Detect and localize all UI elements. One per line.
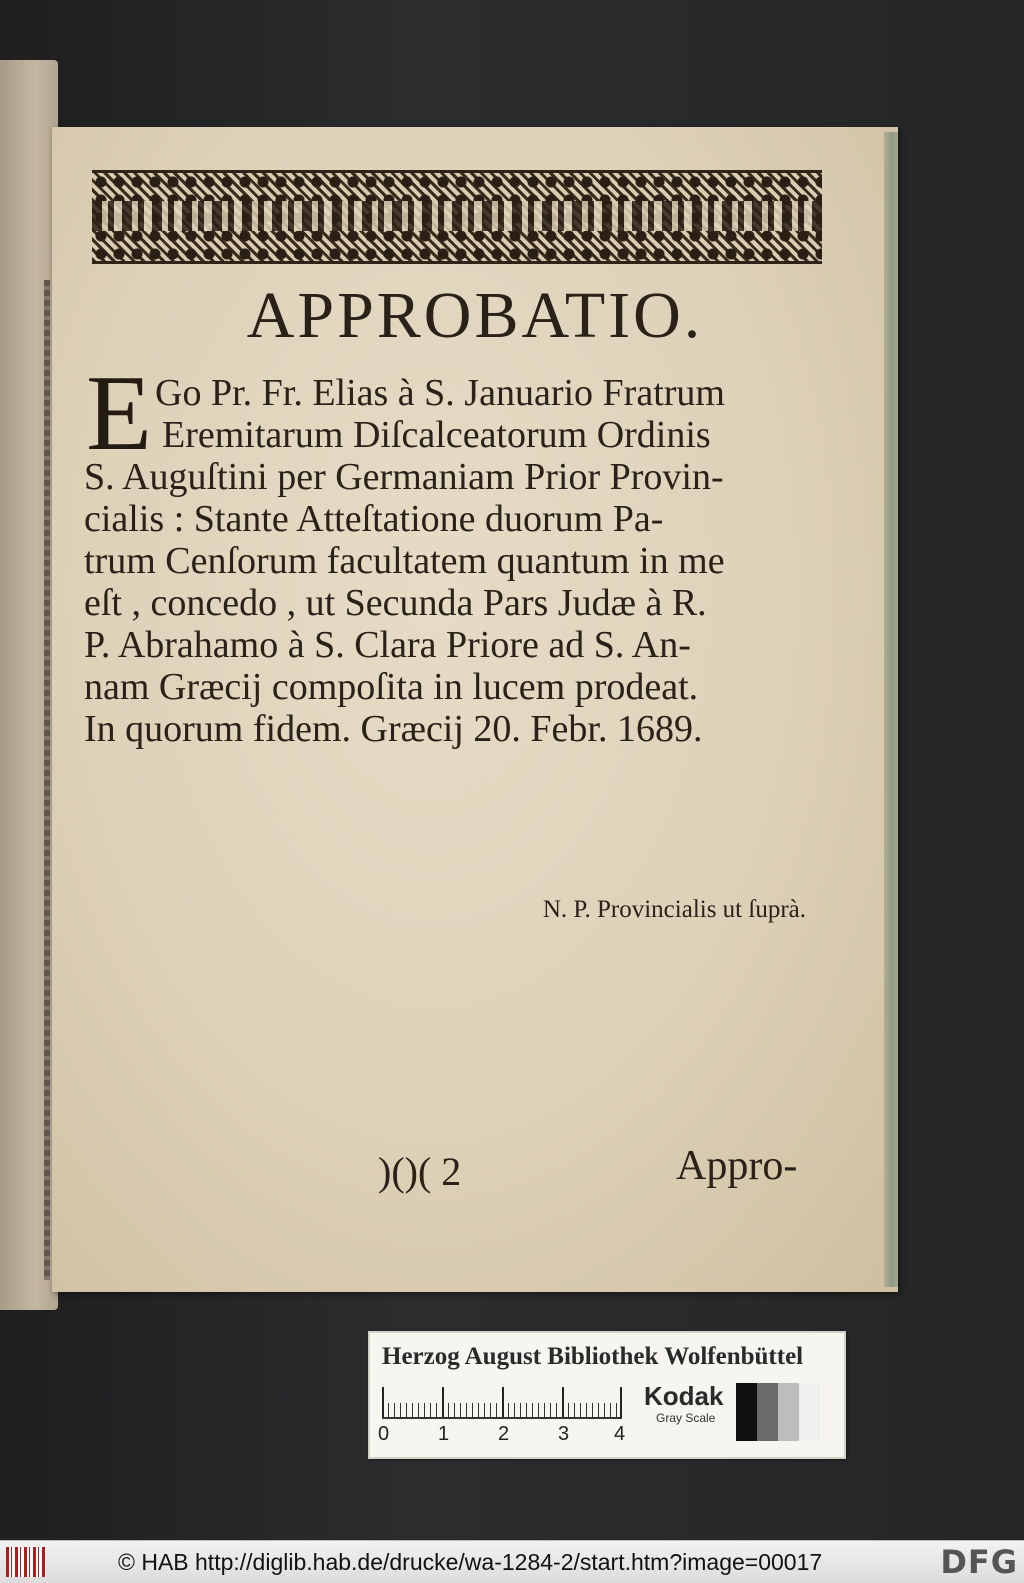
body-line: S. Auguſtini per Germaniam Prior Provin- — [84, 456, 724, 498]
gray-swatch — [778, 1383, 799, 1441]
gray-swatch — [799, 1383, 820, 1441]
gray-scale-label: Gray Scale — [656, 1411, 716, 1425]
library-name: Herzog August Bibliothek Wolfenbüttel — [382, 1343, 804, 1370]
ruler-number: 2 — [498, 1423, 510, 1445]
sheet-signature: )()( 2 — [378, 1149, 462, 1194]
hab-barcode-icon — [6, 1547, 46, 1577]
body-line: eſt , concedo , ut Secunda Pars Judæ à R. — [84, 582, 707, 624]
ruler-number: 3 — [558, 1423, 570, 1445]
signature-line: N. P. Provincialis ut ſuprà. — [542, 896, 806, 923]
binding-edge — [44, 280, 50, 1280]
body-line: cialis : Stante Atteſtatione duorum Pa- — [84, 498, 664, 540]
gray-swatches — [736, 1383, 820, 1441]
ruler-tick — [382, 1387, 384, 1417]
ruler-number: 1 — [438, 1423, 450, 1445]
ruler-tick — [502, 1387, 504, 1417]
drop-cap: E — [86, 354, 152, 473]
decorative-headpiece — [92, 170, 822, 264]
library-color-card — [368, 1331, 846, 1459]
body-line: P. Abrahamo à S. Clara Priore ad S. An- — [84, 624, 691, 666]
gray-swatch — [736, 1383, 757, 1441]
kodak-brand: Kodak — [644, 1381, 724, 1411]
ruler-tick — [562, 1387, 564, 1417]
ruler-tick — [620, 1387, 622, 1417]
footer-link[interactable]: © HAB http://diglib.hab.de/drucke/wa-1284-2/start.htm?image=00017 — [118, 1549, 823, 1575]
ruler-number: 4 — [614, 1423, 626, 1445]
gray-swatch — [757, 1383, 778, 1441]
footer-bar — [0, 1540, 1024, 1583]
ruler-scale — [382, 1387, 622, 1419]
body-line: nam Græcij compoſita in lucem prodeat. — [84, 666, 699, 708]
catchword: Appro- — [676, 1143, 798, 1189]
body-line: trum Cenſorum facultatem quantum in me — [84, 540, 725, 582]
page-title: APPROBATIO. — [246, 279, 704, 352]
body-line: Go Pr. Fr. Elias à S. Januario Fratrum — [155, 372, 725, 414]
dfg-logo: DFG — [940, 1543, 1018, 1581]
body-line: Eremitarum Diſcalceatorum Ordinis — [162, 414, 711, 456]
body-line: In quorum fidem. Græcij 20. Febr. 1689. — [84, 708, 703, 750]
ruler-tick — [442, 1387, 444, 1417]
ruler-number: 0 — [378, 1423, 390, 1445]
